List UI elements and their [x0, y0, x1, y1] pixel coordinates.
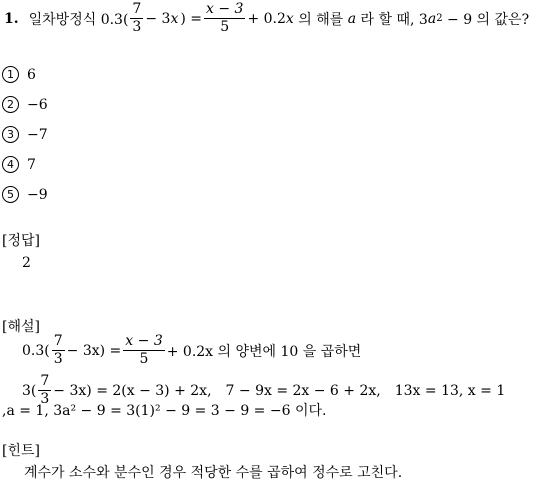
- fraction-7-3: [130, 2, 143, 36]
- question-text-mid2: ) =: [180, 10, 202, 27]
- question-number: 1.: [4, 10, 19, 27]
- choice-value: 7: [27, 156, 36, 173]
- choice-number-circle: 3: [2, 126, 19, 143]
- fraction-numerator: 7: [38, 374, 51, 391]
- solution-line-1: [22, 334, 361, 368]
- fraction-denominator: 3: [40, 391, 50, 408]
- fraction-numerator: 7: [130, 2, 143, 19]
- fraction-numerator: x − 3: [123, 334, 164, 351]
- variable-x: x: [285, 10, 294, 27]
- question-text-mid1: − 3: [145, 10, 171, 27]
- solution-line-3: ,a = 1, 3a² − 9 = 3(1)² − 9 = 3 − 9 = −6 이다.: [2, 403, 327, 419]
- question-text-mid5: 라 할 때, 3: [356, 11, 428, 28]
- answer-value: 2: [22, 255, 31, 271]
- choice-3[interactable]: [2, 126, 48, 143]
- solution-text: 7 − 9x = 2x − 6 + 2x,: [225, 382, 381, 399]
- choice-value: −6: [27, 96, 48, 113]
- fraction-denominator: 5: [139, 351, 149, 368]
- choice-value: −7: [27, 126, 48, 143]
- hint-heading: [힌트]: [2, 443, 40, 459]
- choice-value: −9: [27, 186, 48, 203]
- question-text-prefix: 일차방정식 0.3(: [28, 11, 129, 28]
- question-text-suffix: − 9 의 값은?: [442, 11, 530, 28]
- variable-a: a: [347, 10, 357, 27]
- fraction-denominator: 5: [220, 19, 230, 36]
- solution-text: − 3x) = 2(x − 3) + 2x,: [53, 382, 212, 399]
- choice-number-circle: 4: [2, 156, 19, 173]
- choice-4[interactable]: [2, 156, 36, 173]
- hint-text: 계수가 소수와 분수인 경우 적당한 수를 곱하여 정수로 고친다.: [24, 465, 403, 481]
- exponent: 2: [436, 13, 443, 25]
- solution-text: + 0.2x 의 양변에 10 을 곱하면: [166, 343, 362, 360]
- solution-text: 13x = 13, x = 1: [394, 382, 506, 399]
- fraction-x-minus-3-over-5: [123, 334, 164, 368]
- choice-2[interactable]: [2, 96, 48, 113]
- choice-number-circle: 2: [2, 96, 19, 113]
- variable-x: x: [170, 10, 179, 27]
- fraction-x-minus-3-over-5: [204, 2, 245, 36]
- choice-1[interactable]: [2, 66, 36, 83]
- solution-text: 3(: [22, 382, 37, 399]
- fraction-7-3: [52, 334, 65, 368]
- question-line: [4, 2, 529, 36]
- question-text-mid3: + 0.2: [247, 10, 286, 27]
- fraction-numerator: 7: [52, 334, 65, 351]
- answer-heading: [정답]: [2, 233, 40, 249]
- question-text-mid4: 의 해를: [293, 11, 348, 28]
- choice-5[interactable]: [2, 186, 48, 203]
- fraction-numerator: x − 3: [204, 2, 245, 19]
- choice-number-circle: 1: [2, 66, 19, 83]
- variable-a: a: [427, 10, 437, 27]
- fraction-denominator: 3: [132, 19, 142, 36]
- fraction-denominator: 3: [53, 351, 63, 368]
- solution-text: − 3x) =: [66, 342, 122, 359]
- solution-text: 0.3(: [22, 342, 50, 359]
- solution-heading: [해설]: [2, 319, 40, 335]
- choice-value: 6: [27, 66, 36, 83]
- choice-number-circle: 5: [2, 186, 19, 203]
